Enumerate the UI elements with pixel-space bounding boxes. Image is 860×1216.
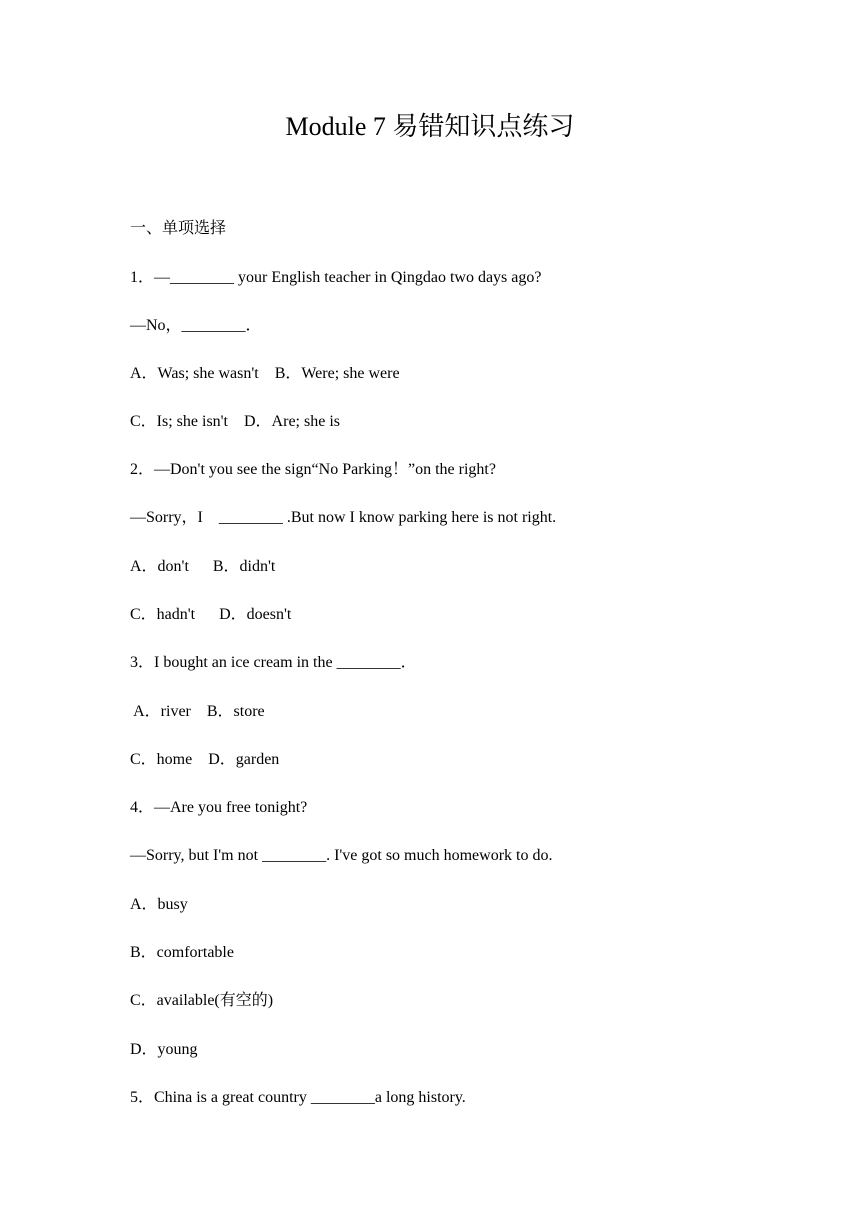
- question-4-option-b: B．comfortable: [130, 944, 234, 961]
- question-2-stem: 2．—Don't you see the sign“No Parking！”on the right?: [130, 461, 496, 478]
- question-2-options-cd: C．hadn't D．doesn't: [130, 606, 292, 623]
- question-2-reply: —Sorry，I ________ .But now I know parking here is not right.: [130, 509, 557, 526]
- question-5-stem: 5．China is a great country ________a long history.: [130, 1089, 466, 1106]
- question-4-option-a: A．busy: [130, 896, 188, 913]
- question-1-stem: 1．—________ your English teacher in Qingdao two days ago?: [130, 269, 542, 286]
- question-1-reply: —No，________．: [130, 317, 262, 334]
- question-3-options-ab: A．river B．store: [130, 703, 265, 720]
- question-3-stem: 3．I bought an ice cream in the ________．: [130, 654, 417, 671]
- section-heading: 一、单项选择: [130, 220, 227, 237]
- question-1-options-ab: A．Was; she wasn't B．Were; she were: [130, 365, 400, 382]
- question-2-options-ab: A．don't B．didn't: [130, 558, 276, 575]
- question-4-option-c: C．available(有空的): [130, 992, 274, 1009]
- question-4-stem: 4．—Are you free tonight?: [130, 799, 308, 816]
- question-4-reply: —Sorry, but I'm not ________. I've got so much homework to do.: [130, 847, 553, 864]
- question-4-option-d: D．young: [130, 1041, 198, 1058]
- question-1-options-cd: C．Is; she isn't D．Are; she is: [130, 413, 340, 430]
- question-3-options-cd: C．home D．garden: [130, 751, 280, 768]
- page-title: Module 7 易错知识点练习: [285, 112, 575, 141]
